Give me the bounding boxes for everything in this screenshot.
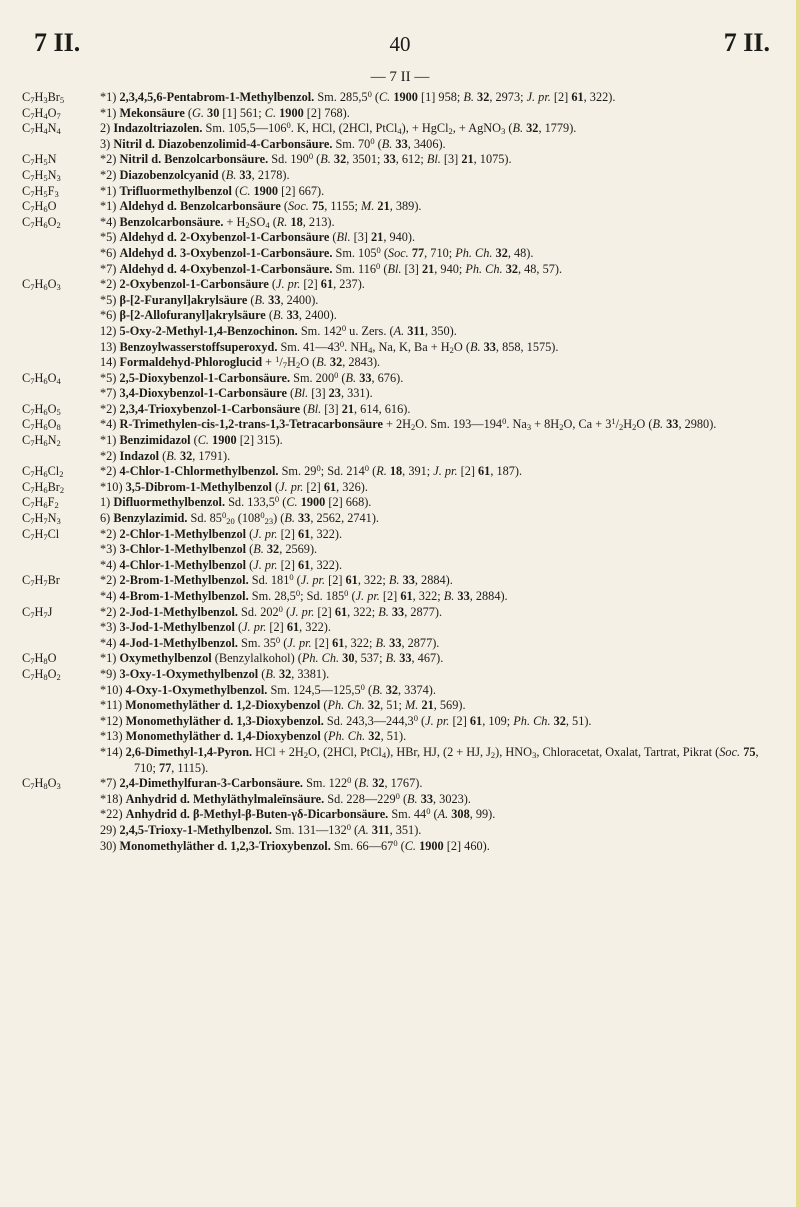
entry-row — [22, 106, 780, 122]
formula: $C_7H_6O_8$ — [22, 417, 61, 433]
entry-text: 2) Indazoltriazolen. Sm. $105,5—106^0$. K, HCl, (2HCl, PtCl$_4$), + HgCl$_2$, + AgNO$_3$ (B. 32, 1779). — [100, 120, 577, 137]
formula — [22, 698, 100, 714]
entry-text: *9) 3-Oxy-1-Oxymethylbenzol (B. 32, 3381). — [100, 666, 330, 681]
entry-text: *2) 2-Brom-1-Methylbenzol. Sd. $181^0$ (J. pr. [2] 61, 322; B. 33, 2884). — [100, 572, 453, 588]
entry-row — [22, 324, 780, 340]
entry-row — [22, 605, 780, 621]
page-number: 40 — [389, 32, 411, 56]
formula — [22, 293, 100, 309]
entry-text: *5) 2,5-Dioxybenzol-1-Carbonsäure. Sm. $200^0$ (B. 33, 676). — [100, 369, 404, 385]
formula — [22, 839, 100, 855]
formula: $C_7H_6Br_2$ — [22, 479, 65, 495]
formula — [22, 620, 100, 636]
formula — [22, 683, 100, 699]
entry-row — [22, 823, 780, 839]
formula: $C_7H_4O_7$ — [22, 105, 61, 121]
formula — [22, 324, 100, 340]
entry-text: *7) 2,4-Dimethylfuran-3-Carbonsäure. Sm. $122^0$ (B. 32, 1767). — [100, 775, 423, 791]
formula: $C_7H_7N_3$ — [22, 511, 61, 527]
formula: $C_7H_5N_3$ — [22, 167, 61, 183]
entry-text: *12) Monomethyläther d. 1,3-Dioxybenzol. Sd. 243,3—244,3$^0$ (J. pr. [2] 61, 109; Ph. Ch. 32, 51). — [100, 712, 592, 728]
entry-row — [22, 402, 780, 418]
formula: $C_7H_8O_2$ — [22, 666, 61, 682]
formula: $C_7H_6O_5$ — [22, 401, 61, 417]
formula: $C_7H_6O$ — [22, 199, 57, 215]
entry-text: *6) Aldehyd d. 3-Oxybenzol-1-Carbonsäure. Sm. $105^0$ (Soc. 77, 710; Ph. Ch. 32, 48). — [100, 244, 534, 260]
entry-row — [22, 246, 780, 262]
entry-row — [22, 542, 780, 558]
entry-text: *4) Benzolcarbonsäure. + $H_2SO_4$ (R. 18, 213). — [100, 214, 335, 230]
formula: $C_7H_6F_2$ — [22, 495, 59, 511]
entry-text: *6) β-[2-Allofuranyl]akrylsäure (B. 33, 2400). — [100, 308, 337, 323]
entry-row — [22, 807, 780, 823]
page-header — [0, 28, 800, 58]
entry-text: *2) 2-Oxybenzol-1-Carbonsäure (J. pr. [2] 61, 237). — [100, 277, 365, 292]
formula: $C_7H_6N_2$ — [22, 433, 61, 449]
entry-text: *4) 4-Brom-1-Methylbenzol. Sm. 28,5$^0$; Sd. $185^0$ (J. pr. [2] 61, 322; B. 33, 2884). — [100, 588, 508, 603]
entry-text: *1) 2,3,4,5,6-Pentabrom-1-Methylbenzol. Sm. 285,5$^0$ (C. 1900 [1] 958; B. 32, 2973; J. pr. [2] 61, 322). — [100, 89, 616, 104]
entry-text: *4) 4-Chlor-1-Methylbenzol (J. pr. [2] 61, 322). — [100, 557, 343, 572]
formula — [22, 246, 100, 262]
entry-text: *10) 3,5-Dibrom-1-Methylbenzol (J. pr. [2] 61, 326). — [100, 479, 368, 494]
entry-text: *7) Aldehyd d. 4-Oxybenzol-1-Carbonsäure. Sm. $116^0$ (Bl. [3] 21, 940; Ph. Ch. 32, 48, 57). — [100, 260, 563, 276]
entry-row — [22, 636, 780, 652]
entry-row — [22, 449, 780, 465]
formula — [22, 729, 100, 745]
entry-text: 6) Benzylazimid. Sd. $85^0_{20}$ $(108^0_{23})$ (B. 33, 2562, 2741). — [100, 510, 379, 527]
entry-text: 30) Monomethyläther d. 1,2,3-Trioxybenzol. Sm. $66—67^0$ (C. 1900 [2] 460). — [100, 837, 490, 853]
entry-row — [22, 792, 780, 808]
entry-text: *5) β-[2-Furanyl]akrylsäure (B. 33, 2400). — [100, 292, 319, 307]
formula: $C_7H_8O_3$ — [22, 776, 61, 792]
entry-row — [22, 121, 780, 137]
entry-text: *1) Aldehyd d. Benzolcarbonsäure (Soc. 75, 1155; M. 21, 389). — [100, 199, 422, 214]
entry-row — [22, 558, 780, 574]
formula — [22, 449, 100, 465]
formula — [22, 792, 100, 808]
entry-row — [22, 215, 780, 231]
formula: $C_7H_6O_3$ — [22, 277, 61, 293]
formula: $C_7H_3Br_5$ — [22, 90, 65, 105]
entry-text: *2) 2-Chlor-1-Methylbenzol (J. pr. [2] 61, 322). — [100, 526, 343, 541]
formula: $C_7H_6O_4$ — [22, 370, 61, 386]
entry-row — [22, 262, 780, 278]
page-edge — [796, 0, 800, 1207]
entry-text: *1) Benzimidazol (C. 1900 [2] 315). — [100, 433, 283, 448]
formula: $C_7H_5N$ — [22, 152, 57, 168]
entry-text: 13) Benzoylwasserstoffsuperoxyd. Sm. $41—43^0$. $NH_4$, Na, K, $Ba + H_2O$ (B. 33, 858, 1575). — [100, 338, 559, 355]
formula — [22, 230, 100, 246]
formula — [22, 589, 100, 605]
formula — [22, 386, 100, 402]
section-subheader: — 7 II — — [370, 69, 430, 85]
entry-text: *18) Anhydrid d. Methyläthylmaleïnsäure. Sd. $228—229^0$ (B. 33, 3023). — [100, 790, 471, 806]
entry-row — [22, 620, 780, 636]
entry-row — [22, 340, 780, 356]
formula — [22, 308, 100, 324]
entry-row — [22, 714, 780, 730]
entry-row — [22, 277, 780, 293]
header-left: 7 II. — [34, 28, 81, 57]
entry-row — [22, 230, 780, 246]
formula: $C_7H_5F_3$ — [22, 183, 59, 199]
entry-row — [22, 683, 780, 699]
entry-row — [22, 433, 780, 449]
entry-row — [22, 729, 780, 745]
entry-text: *2) Indazol (B. 32, 1791). — [100, 448, 231, 463]
entry-row — [22, 464, 780, 480]
entry-row — [22, 417, 780, 433]
entry-row — [22, 745, 780, 776]
entry-text: *10) 4-Oxy-1-Oxymethylbenzol. Sm. 124,5—125,5$^0$ (B. 32, 3374). — [100, 681, 436, 697]
entry-text: *2) Nitril d. Benzolcarbonsäure. Sd. $190^0$ (B. 32, 3501; 33, 612; Bl. [3] 21, 1075). — [100, 151, 512, 167]
entry-row — [22, 573, 780, 589]
entry-text: *1) Trifluormethylbenzol (C. 1900 [2] 667). — [100, 183, 325, 198]
entry-text: *4) R-Trimethylen-cis-1,2-trans-1,3-Tetracarbonsäure + $2H_2O$. Sm. $193—194^0$. $Na_3 + 8H_2O$, $Ca + 3^1/_2H_2O$ (B. 33, 2980). — [100, 416, 717, 433]
formula: $C_7H_7Br$ — [22, 573, 60, 589]
formula — [22, 823, 100, 839]
formula: $C_7H_4N_4$ — [22, 121, 61, 137]
entry-text: 1) Difluormethylbenzol. Sd. 133,5$^0$ (C. 1900 [2] 668). — [100, 494, 372, 510]
formula: $C_7H_7Cl$ — [22, 526, 60, 542]
formula — [22, 558, 100, 574]
entry-row — [22, 137, 780, 153]
entry-row — [22, 168, 780, 184]
entry-text: *3) 3-Chlor-1-Methylbenzol (B. 32, 2569). — [100, 542, 318, 557]
formula — [22, 636, 100, 652]
entry-text: *2) 2,3,4-Trioxybenzol-1-Carbonsäure (Bl. [3] 21, 614, 616). — [100, 401, 411, 416]
entry-row — [22, 698, 780, 714]
formula — [22, 807, 100, 823]
formula: $C_7H_6Cl_2$ — [22, 464, 64, 480]
entry-text: *11) Monomethyläther d. 1,2-Dioxybenzol (Ph. Ch. 32, 51; M. 21, 569). — [100, 698, 466, 713]
entry-text: 14) Formaldehyd-Phloroglucid + $^1/_7H_2O$ (B. 32, 2843). — [100, 354, 381, 371]
entry-text: 3) Nitril d. Diazobenzolimid-4-Carbonsäure. Sm. $70^0$ (B. 33, 3406). — [100, 135, 446, 151]
entry-row — [22, 355, 780, 371]
entry-row — [22, 90, 780, 106]
entry-row — [22, 293, 780, 309]
formula: $C_7H_7J$ — [22, 604, 53, 620]
entry-text: 12) 5-Oxy-2-Methyl-1,4-Benzochinon. Sm. $142^0$ u. Zers. (A. 311, 350). — [100, 322, 457, 338]
entry-row — [22, 199, 780, 215]
entry-list — [22, 90, 780, 854]
header-right: 7 II. — [723, 28, 770, 57]
entry-text: *5) Aldehyd d. 2-Oxybenzol-1-Carbonsäure (Bl. [3] 21, 940). — [100, 230, 416, 245]
formula — [22, 137, 100, 153]
entry-row — [22, 184, 780, 200]
formula — [22, 745, 100, 776]
formula — [22, 355, 100, 371]
entry-text: *3) 3-Jod-1-Methylbenzol (J. pr. [2] 61, 322). — [100, 620, 331, 635]
entry-row — [22, 371, 780, 387]
entry-row — [22, 511, 780, 527]
entry-row — [22, 152, 780, 168]
entry-text: *2) 4-Chlor-1-Chlormethylbenzol. Sm. $29^0$; Sd. $214^0$ (R. 18, 391; J. pr. [2] 61, 187). — [100, 463, 523, 479]
formula — [22, 262, 100, 278]
entry-text: *22) Anhydrid d. β-Methyl-β-Buten-γδ-Dicarbonsäure. Sm. $44^0$ (A. 308, 99). — [100, 806, 496, 822]
formula: $C_7H_8O$ — [22, 651, 57, 667]
entry-row — [22, 776, 780, 792]
entry-text: *7) 3,4-Dioxybenzol-1-Carbonsäure (Bl. [3] 23, 331). — [100, 386, 373, 401]
formula — [22, 714, 100, 730]
entry-row — [22, 308, 780, 324]
entry-row — [22, 651, 780, 667]
entry-text: *14) 2,6-Dimethyl-1,4-Pyron. HCl + $2H_2O$, (2HCl, PtCl$_4$), HBr, HJ, (2 + HJ, $J_2$), $HNO_3$, Chloracetat, Oxalat, Tartrat, Pikrat (Soc. 75, 710; 77, 1115). — [100, 744, 759, 775]
formula — [22, 542, 100, 558]
entry-row — [22, 589, 780, 605]
entry-row — [22, 495, 780, 511]
entry-text: *4) 4-Jod-1-Methylbenzol. Sm. $35^0$ (J. pr. [2] 61, 322; B. 33, 2877). — [100, 634, 440, 650]
entry-text: *1) Oxymethylbenzol (Benzylalkohol) (Ph. Ch. 30, 537; B. 33, 467). — [100, 651, 444, 666]
entry-text: *13) Monomethyläther d. 1,4-Dioxybenzol (Ph. Ch. 32, 51). — [100, 729, 407, 744]
entry-row — [22, 527, 780, 543]
entry-text: 29) 2,4,5-Trioxy-1-Methylbenzol. Sm. $131—132^0$ (A. 311, 351). — [100, 821, 422, 837]
entry-text: *2) 2-Jod-1-Methylbenzol. Sd. $202^0$ (J. pr. [2] 61, 322; B. 33, 2877). — [100, 603, 443, 619]
entry-row — [22, 667, 780, 683]
formula — [22, 340, 100, 356]
entry-row — [22, 839, 780, 855]
entry-text: *1) Mekonsäure (G. 30 [1] 561; C. 1900 [2] 768). — [100, 105, 350, 120]
entry-row — [22, 480, 780, 496]
entry-text: *2) Diazobenzolcyanid (B. 33, 2178). — [100, 167, 290, 182]
formula: $C_7H_6O_2$ — [22, 214, 61, 230]
entry-row — [22, 386, 780, 402]
